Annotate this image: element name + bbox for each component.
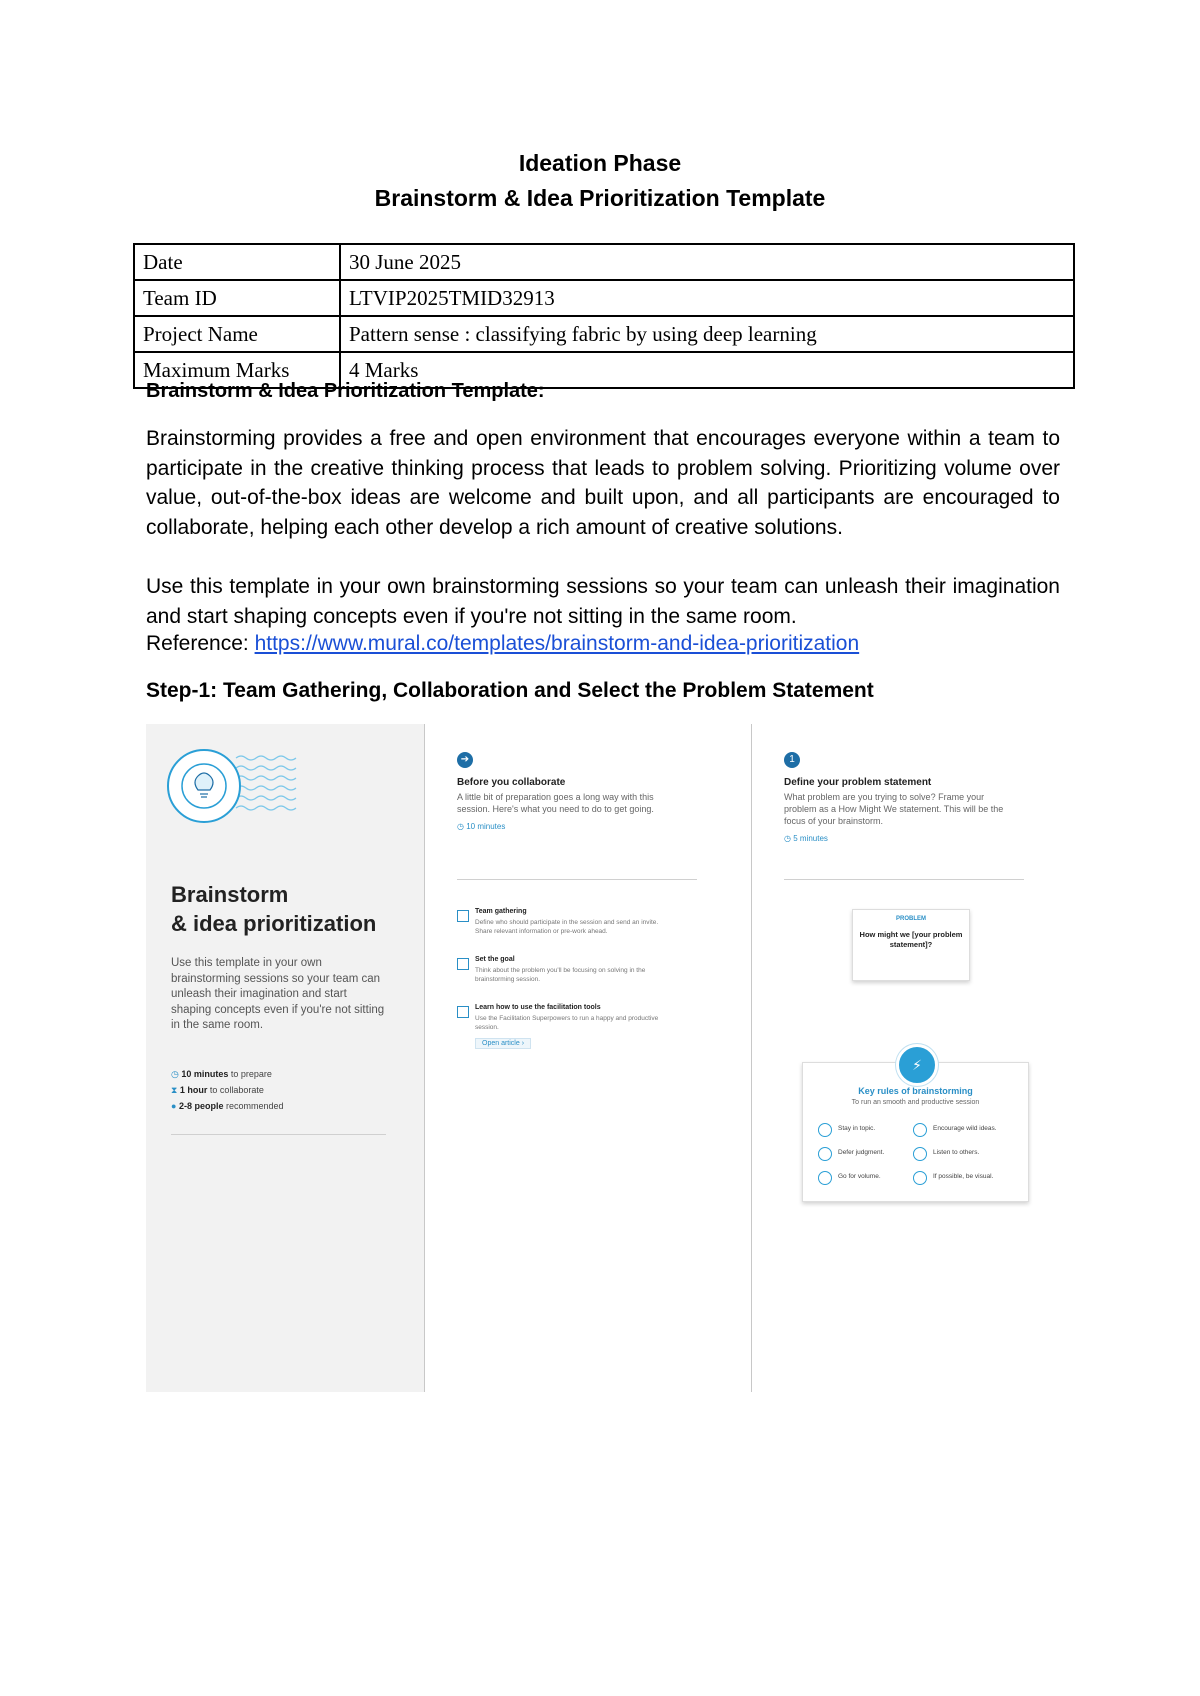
step-b-text: Think about the problem you'll be focusing on solving in the brainstorming session. [475,967,646,983]
open-article-button[interactable]: Open article › [475,1038,531,1049]
rule-item: Encourage wild ideas. [933,1125,997,1132]
lightbulb-icon [166,748,306,838]
date-label: Date [134,244,340,280]
problem-statement-title: Define your problem statement [784,777,932,788]
step-a-checkbox[interactable] [457,910,469,922]
maximum-marks-label: Maximum Marks [134,352,340,388]
brainstorm-title [171,880,376,938]
volume-icon [818,1171,832,1185]
project-name-label: Project Name [134,316,340,352]
date-value: 30 June 2025 [340,244,1074,280]
table-row [134,316,1074,352]
intro-panel [146,724,425,1392]
document-subtitle: Brainstorm & Idea Prioritization Template [374,185,826,211]
before-collaborate-title: Before you collaborate [457,777,566,788]
team-id-value: LTVIP2025TMID32913 [340,280,1074,316]
step-c-text: Use the Facilitation Superpowers to run a happy and productive session. [475,1015,659,1031]
document-title: Ideation Phase [518,150,682,176]
rule-item: Defer judgment. [838,1149,885,1156]
prep-time: ◷ 10 minutes to prepare [171,1069,272,1079]
before-collaborate-desc: A little bit of preparation goes a long way with this session. Here's what you need to do to get going. [457,792,654,814]
team-id-label: Team ID [134,280,340,316]
usage-paragraph: Use this template in your own brainstorming sessions so your team can unleash their imagination and start shaping concepts even if you're not sitting in the same room. [146,575,1060,628]
problem-card[interactable] [852,909,970,981]
brainstorm-description: Use this template in your own brainstorming sessions so your team can unleash their imagination and start shaping concepts even if you're not sitting in the same room. [171,957,385,1031]
intro-paragraph: Brainstorming provides a free and open environment that encourages everyone within a team to participate in the creative thinking process that leads to problem solving. Prioritizing volume over value, out-of-the-box ideas are welcome and built upon, and all participants are encouraged to collaborate, helping each other develop a rich amount of creative solutions. [146,427,1060,539]
brainstorm-title-line2: & idea prioritization [171,911,377,936]
project-name-value: Pattern sense : classifying fabric by using deep learning [340,316,1074,352]
rules-title: Key rules of brainstorming [858,1086,973,1096]
card-label: PROBLEM [896,916,926,922]
reference-line [146,632,859,656]
collab-time: ⧗ 1 hour to collaborate [171,1085,264,1095]
rule-item: Listen to others. [933,1149,980,1156]
divider [171,1134,386,1135]
people-count: ● 2-8 people recommended [171,1101,284,1111]
defer-judgment-icon [818,1147,832,1161]
section-heading: Brainstorm & Idea Prioritization Template: [146,380,545,402]
maximum-marks-value: 4 Marks [340,352,1074,388]
step-b-title: Set the goal [475,956,515,963]
step-1-heading: Step-1: Team Gathering, Collaboration and Select the Problem Statement [146,679,874,702]
reference-label: Reference: [146,632,249,655]
person-icon: ● [171,1101,177,1111]
step-a-title: Team gathering [475,908,527,915]
rule-item: Stay in topic. [838,1125,876,1132]
step-number-badge: 1 [784,752,800,768]
rule-item: If possible, be visual. [933,1173,994,1180]
card-question: How might we [your problem statement]? [859,930,963,949]
prep-duration: ◷ 10 minutes [457,822,506,831]
rules-subtitle: To run an smooth and productive session [851,1099,980,1106]
arrow-right-icon: ➔ [457,752,473,768]
step-b-checkbox[interactable] [457,958,469,970]
hourglass-icon: ⧗ [171,1085,178,1095]
reference-link[interactable]: https://www.mural.co/templates/brainstorm-and-idea-prioritization [254,632,860,655]
rule-item: Go for volume. [838,1173,881,1180]
mural-template-screenshot [146,724,1058,1392]
table-row [134,244,1074,280]
divider [457,879,697,880]
divider [784,879,1024,880]
step-a-text: Define who should participate in the session and send an invite. Share relevant information or pre-work ahead. [475,919,659,935]
stay-in-topic-icon [818,1123,832,1137]
table-row [134,280,1074,316]
wild-ideas-icon [913,1123,927,1137]
info-table [133,243,1075,389]
prepare-panel [425,724,752,1392]
problem-panel [752,724,1058,1392]
problem-statement-desc: What problem are you trying to solve? Frame your problem as a How Might We statement. This will be the focus of your brainstorm. [784,792,1004,826]
brainstorm-title-line1: Brainstorm [171,882,289,907]
step-c-checkbox[interactable] [457,1006,469,1018]
lightning-badge-icon: ⚡ [896,1044,938,1086]
listen-icon [913,1147,927,1161]
problem-duration: ◷ 5 minutes [784,834,828,843]
clock-icon: ◷ [171,1069,179,1079]
eye-icon [913,1171,927,1185]
step-c-title: Learn how to use the facilitation tools [475,1004,601,1011]
